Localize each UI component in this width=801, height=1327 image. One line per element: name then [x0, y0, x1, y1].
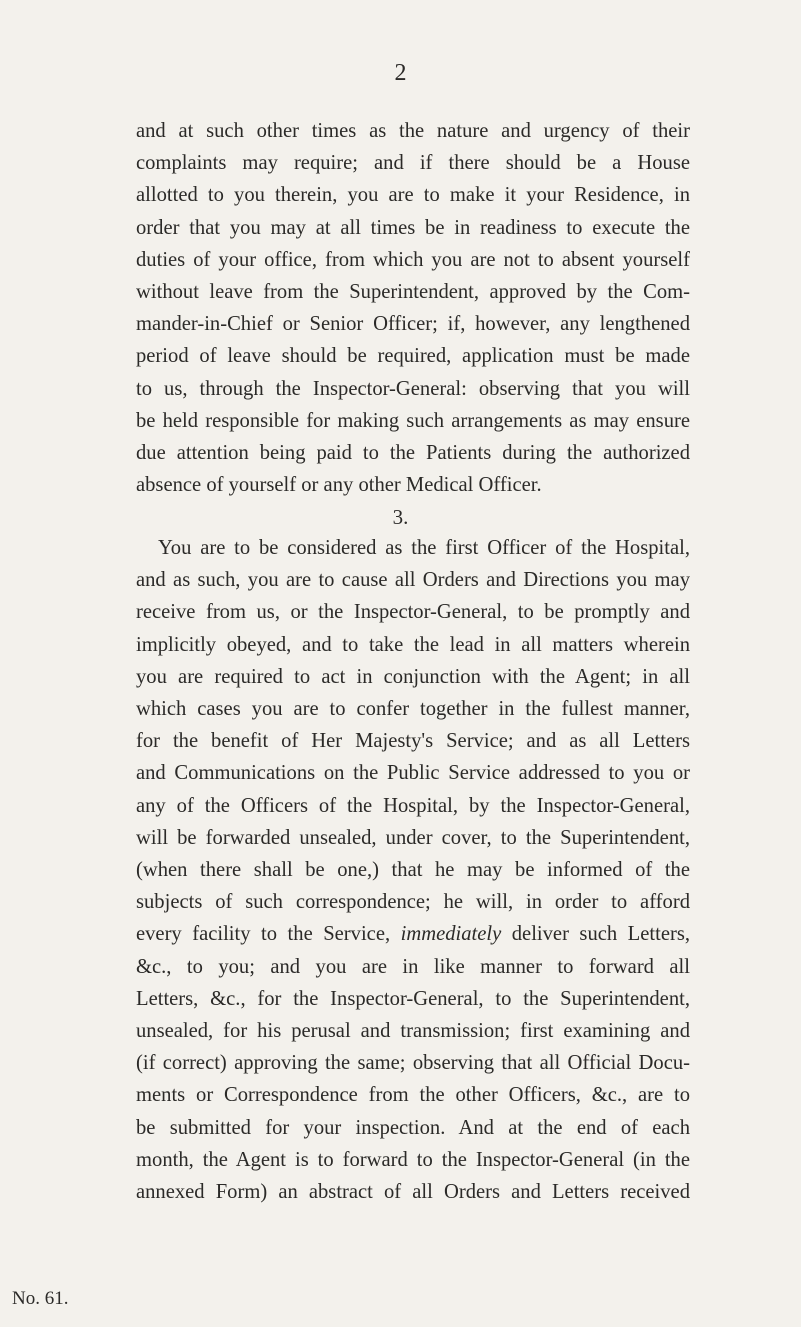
text-line: allotted to you therein, you are to make it your Residence, in	[136, 184, 690, 207]
text-line: annexed Form) an abstract of all Orders and Letters received	[136, 1181, 690, 1204]
text-line: mander-in-Chief or Senior Officer; if, however, any lengthened	[136, 313, 690, 336]
text-line: month, the Agent is to forward to the Inspector-General (in the	[136, 1148, 690, 1171]
text-line: (if correct) approving the same; observing that all Official Docu-	[136, 1052, 690, 1075]
paragraph-1	[136, 115, 690, 501]
text-line: without leave from the Superintendent, approved by the Com-	[136, 281, 690, 304]
text-line: and Communications on the Public Service addressed to you or	[136, 762, 690, 785]
italic-emphasis: immediately	[400, 923, 502, 946]
text-line: unsealed, for his perusal and transmission; first examining and	[136, 1020, 690, 1043]
text-line: ments or Correspondence from the other Officers, &c., are to	[136, 1084, 690, 1107]
text-line: You are to be considered as the first Officer of the Hospital,	[158, 537, 690, 559]
text-line: order that you may at all times be in readiness to execute the	[136, 216, 690, 239]
paragraph-2	[136, 532, 690, 1208]
text-line: complaints may require; and if there should be a House	[136, 152, 690, 175]
text-line: be submitted for your inspection. And at the end of each	[136, 1116, 690, 1139]
text-line: period of leave should be required, application must be made	[136, 345, 690, 368]
margin-note: No. 61.	[12, 1288, 69, 1309]
text-line: for the benefit of Her Majesty's Service; and as all Letters	[136, 730, 690, 753]
text-line: any of the Officers of the Hospital, by the Inspector-General,	[136, 794, 690, 817]
text-fragment: deliver such Letters,	[501, 923, 690, 946]
text-line: Letters, &c., for the Inspector-General, to the Superintendent,	[136, 987, 690, 1010]
text-line: due attention being paid to the Patients during the authorized	[136, 442, 690, 465]
page-number: 2	[394, 60, 407, 86]
text-line: to us, through the Inspector-General: observing that you will	[136, 377, 690, 400]
text-line: and at such other times as the nature and urgency of their	[136, 120, 690, 142]
text-line: (when there shall be one,) that he may be informed of the	[136, 859, 690, 882]
text-line: you are required to act in conjunction with the Agent; in all	[136, 665, 690, 688]
text-line: absence of yourself or any other Medical Officer.	[136, 474, 542, 497]
text-line: subjects of such correspondence; he will, in order to afford	[136, 891, 690, 914]
text-line: and as such, you are to cause all Orders and Directions you may	[136, 569, 690, 592]
text-line: duties of your office, from which you are not to absent yourself	[136, 248, 690, 271]
text-line: receive from us, or the Inspector-General, to be promptly and	[136, 601, 690, 624]
text-line: will be forwarded unsealed, under cover, to the Superintendent,	[136, 826, 690, 849]
section-number: 3.	[392, 505, 409, 529]
text-line: be held responsible for making such arrangements as may ensure	[136, 409, 690, 432]
text-line: which cases you are to confer together in the fullest manner,	[136, 698, 690, 721]
text-line: &c., to you; and you are in like manner to forward all	[136, 955, 690, 978]
text-fragment: every facility to the Service,	[136, 923, 401, 946]
text-line-with-italic	[136, 918, 690, 950]
text-line: implicitly obeyed, and to take the lead in all matters wherein	[136, 633, 690, 656]
